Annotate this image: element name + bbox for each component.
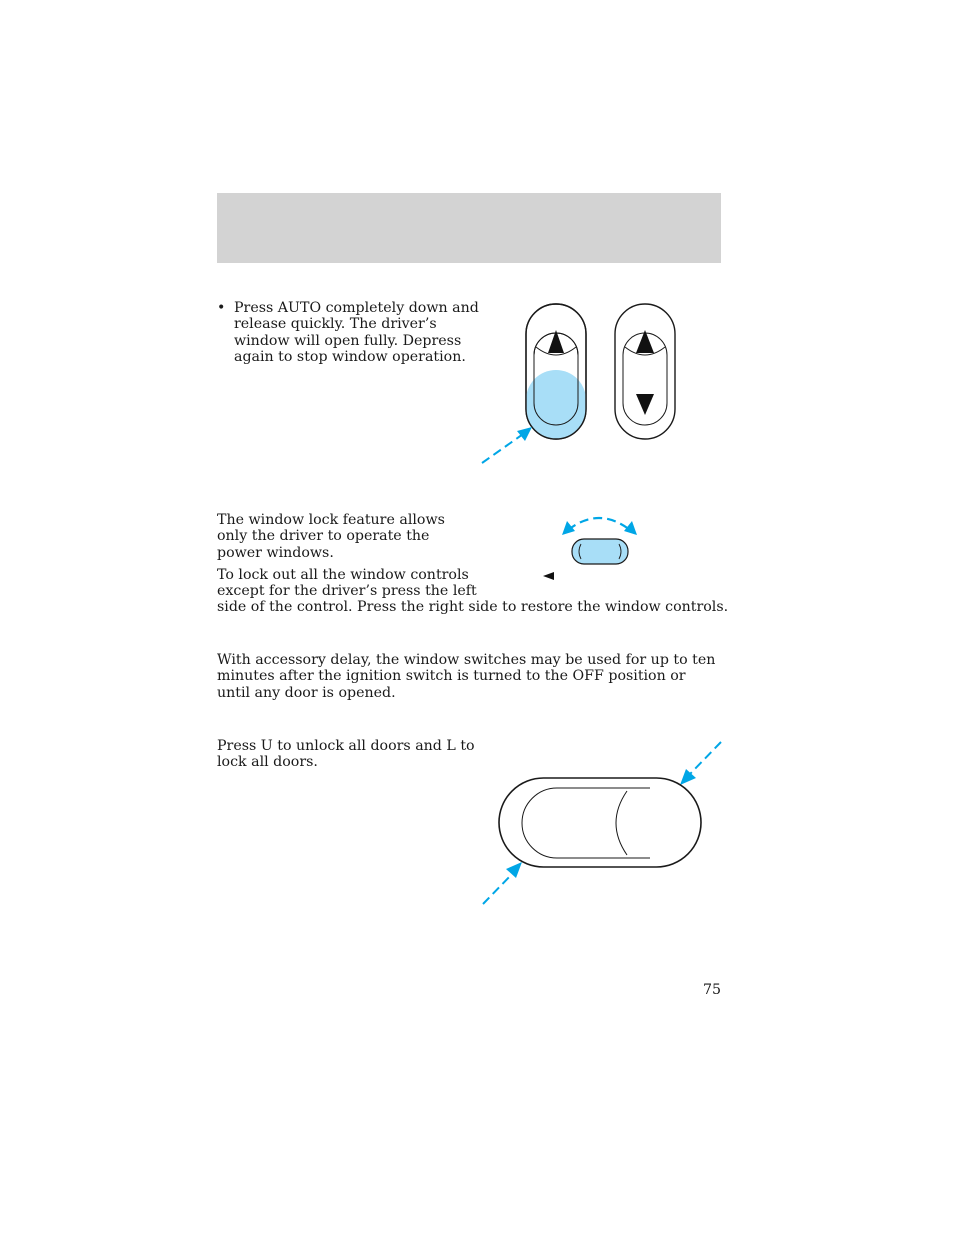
bullet-auto-window bbox=[217, 300, 482, 366]
bullet-text: Press AUTO completely down and release quickly. The driver’s window will open fully. Depress again to stop window operation. bbox=[234, 300, 479, 366]
section-header-bar bbox=[217, 193, 721, 263]
rocker-left-arrowhead bbox=[562, 521, 575, 535]
unlock-pointer-arrowhead bbox=[506, 862, 522, 878]
accessory-delay-paragraph: With accessory delay, the window switches may be used for up to ten minutes after the ignition switch is turned to the OFF position or until any door is opened. bbox=[217, 652, 716, 701]
window-lock-paragraph-2-line-1: To lock out all the window controls bbox=[217, 567, 469, 583]
auto-pointer-arrowhead bbox=[517, 427, 532, 441]
unlock-pointer-line bbox=[483, 872, 514, 904]
window-lock-illustration bbox=[535, 510, 655, 590]
left-pointer-icon bbox=[543, 572, 554, 580]
door-lock-paragraph: Press U to unlock all doors and L to lock all doors. bbox=[217, 738, 475, 771]
lock-pointer-arrowhead bbox=[680, 769, 696, 785]
window-lock-switch bbox=[572, 539, 628, 564]
bullet-dot: • bbox=[217, 300, 226, 316]
window-switch-illustration bbox=[470, 295, 690, 470]
page-number: 75 bbox=[702, 982, 721, 998]
auto-pointer-line bbox=[482, 432, 526, 463]
rocker-arc bbox=[568, 518, 630, 530]
door-lock-illustration bbox=[475, 735, 730, 910]
window-lock-paragraph-2-line-2: except for the driver’s press the left bbox=[217, 583, 477, 599]
passenger-switch-housing bbox=[615, 304, 675, 439]
door-lock-switch-housing bbox=[499, 778, 701, 867]
lock-pointer-line bbox=[690, 742, 721, 774]
window-lock-paragraph-2-line-3: side of the control. Press the right side to restore the window controls. bbox=[217, 599, 729, 615]
window-lock-paragraph-1: The window lock feature allows only the driver to operate the power windows. bbox=[217, 512, 445, 561]
